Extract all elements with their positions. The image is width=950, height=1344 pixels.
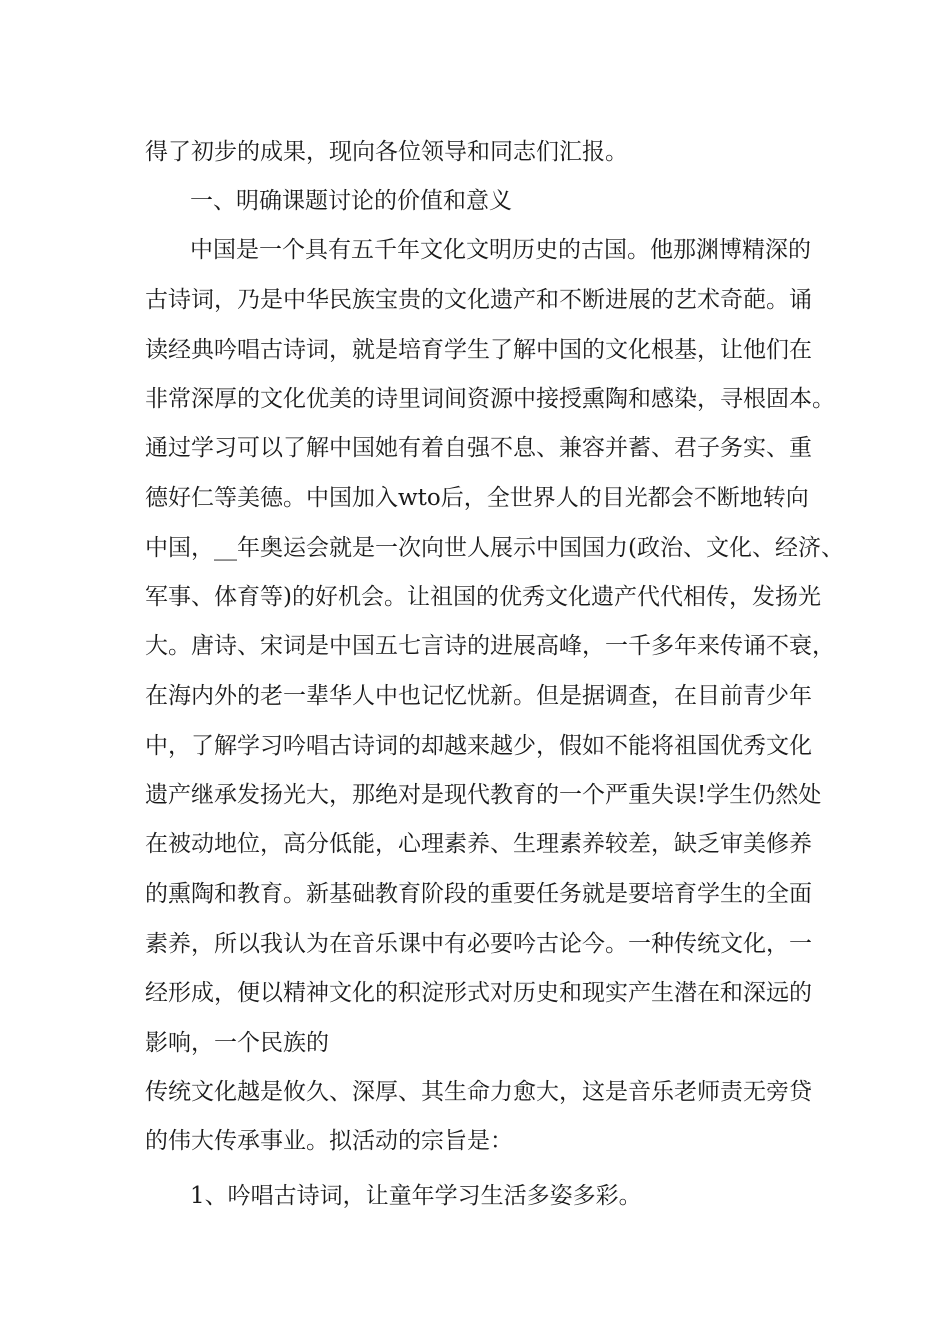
text-line: 中国是一个具有五千年文化文明历史的古国。他那渊博精深的 xyxy=(190,237,811,263)
text-line: 读经典吟唱古诗词，就是培育学生了解中国的文化根基，让他们在 xyxy=(145,337,812,363)
text-line: 得了初步的成果，现向各位领导和同志们汇报。 xyxy=(145,139,628,165)
text-line: 的伟大传承事业。拟活动的宗旨是： xyxy=(145,1128,513,1154)
section-heading: 一、明确课题讨论的价值和意义 xyxy=(190,188,512,214)
text-line: 传统文化越是攸久、深厚、其生命力愈大，这是音乐老师责无旁贷 xyxy=(145,1079,812,1105)
list-item: 1、吟唱古诗词，让童年学习生活多姿多彩。 xyxy=(190,1183,642,1209)
text-line: 中国，__年奥运会就是一次向世人展示中国国力(政治、文化、经济、 xyxy=(145,535,844,561)
text-line: 非常深厚的文化优美的诗里词间资源中接授熏陶和感染，寻根固本。 xyxy=(145,386,835,412)
text-line: 素养，所以我认为在音乐课中有必要吟古论今。一种传统文化，一 xyxy=(145,931,812,957)
text-line: 影响，一个民族的 xyxy=(145,1030,329,1056)
text-line: 在被动地位，高分低能，心理素养、生理素养较差，缺乏审美修养 xyxy=(145,831,812,857)
text-line: 通过学习可以了解中国她有着自强不息、兼容并蓄、君子务实、重 xyxy=(145,435,812,461)
text-line: 古诗词，乃是中华民族宝贵的文化遗产和不断进展的艺术奇葩。诵 xyxy=(145,287,812,313)
text-line: 经形成，便以精神文化的积淀形式对历史和现实产生潜在和深远的 xyxy=(145,980,812,1006)
text-line: 中，了解学习吟唱古诗词的却越来越少，假如不能将祖国优秀文化 xyxy=(145,733,812,759)
text-line: 在海内外的老一辈华人中也记忆忧新。但是据调查，在目前青少年 xyxy=(145,683,812,709)
text-line: 大。唐诗、宋词是中国五七言诗的进展高峰，一千多年来传诵不衰， xyxy=(145,633,835,659)
text-line: 遗产继承发扬光大，那绝对是现代教育的一个严重失误!学生仍然处 xyxy=(145,782,822,808)
text-line: 的熏陶和教育。新基础教育阶段的重要任务就是要培育学生的全面 xyxy=(145,881,812,907)
text-line: 军事、体育等)的好机会。让祖国的优秀文化遗产代代相传，发扬光 xyxy=(145,584,821,610)
text-line: 德好仁等美德。中国加入wto后，全世界人的目光都会不断地转向 xyxy=(145,485,809,511)
